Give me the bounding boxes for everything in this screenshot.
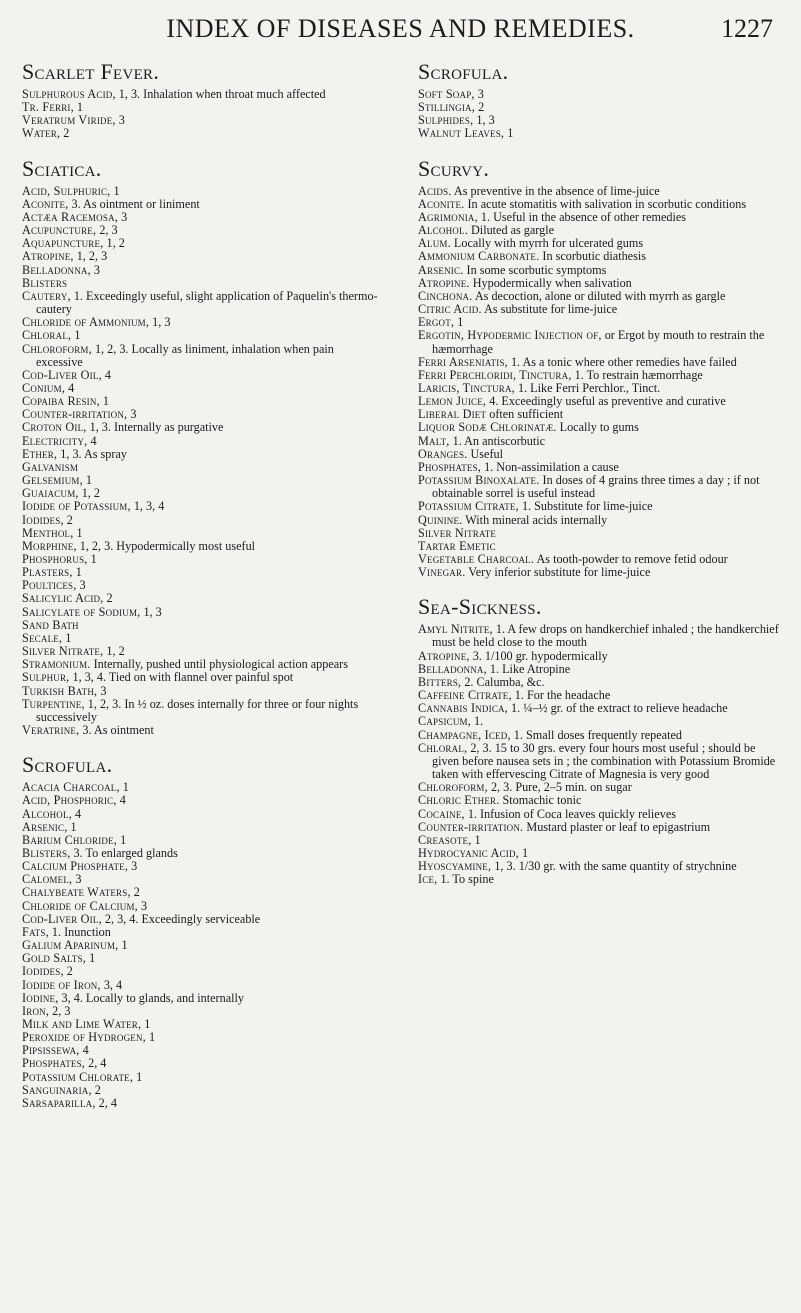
remedy-name: Cautery, bbox=[22, 288, 71, 303]
remedy-name: Morphine, bbox=[22, 538, 77, 553]
remedy-name: Vegetable Charcoal. bbox=[418, 552, 535, 566]
left-column bbox=[22, 60, 380, 1126]
remedy-note: Mustard plaster or leaf to epigastrium bbox=[523, 819, 711, 834]
remedy-name: Phosphorus, bbox=[22, 552, 88, 566]
remedy-name: Blisters bbox=[22, 275, 68, 290]
remedy-note: 1, 3. 1/30 gr. with the same quantity of strychnine bbox=[491, 859, 737, 874]
remedy-note: 4 bbox=[79, 1043, 89, 1058]
remedy-name: Arsenic, bbox=[22, 819, 68, 834]
remedy-note: 2 bbox=[63, 512, 73, 527]
remedy-note: 1 bbox=[117, 832, 127, 847]
remedy-name: Belladonna, bbox=[418, 661, 487, 676]
remedy-name: Acupuncture, bbox=[22, 223, 97, 238]
remedy-name: Chloral, bbox=[22, 328, 72, 343]
remedy-note: 1 bbox=[145, 1030, 156, 1045]
remedy-note: 2, 3. 15 to 30 grs. every four hours most useful ; should be given before nausea sets in ; the combination with Potassium Bromide taken with effervescing Citrate of Magnesia is very good bbox=[432, 740, 776, 782]
index-entry bbox=[418, 127, 782, 140]
remedy-note: 2, 3 bbox=[49, 1003, 71, 1018]
page-number: 1227 bbox=[721, 14, 773, 43]
remedy-name: Acid, Sulphuric, bbox=[22, 183, 111, 198]
remedy-name: Guaiacum, bbox=[22, 486, 79, 501]
remedy-name: Acacia Charcoal, bbox=[22, 780, 120, 795]
remedy-note: 3. As ointment bbox=[79, 723, 154, 738]
remedy-name: Hydrocyanic Acid, bbox=[418, 845, 519, 860]
remedy-name: Chloric Ether. bbox=[418, 793, 500, 808]
remedy-name: Stillingia, bbox=[418, 100, 476, 115]
remedy-name: Veratrum Viride, bbox=[22, 113, 116, 128]
remedy-name: Chloroform, bbox=[418, 780, 488, 795]
index-entry bbox=[22, 724, 380, 737]
index-entry bbox=[418, 873, 782, 886]
remedy-note: 1. Useful in the absence of other remedies bbox=[477, 209, 686, 224]
remedy-note: As tooth-powder to remove fetid odour bbox=[534, 552, 728, 566]
remedy-note: 4 bbox=[71, 806, 82, 821]
remedy-note: 1. Small doses frequently repeated bbox=[510, 727, 682, 742]
remedy-note: 2 bbox=[63, 964, 73, 979]
section-heading: Scrofula. bbox=[22, 752, 113, 778]
remedy-note: 1 bbox=[67, 819, 77, 834]
remedy-name: Chloride of Calcium, bbox=[22, 898, 138, 913]
remedy-note: Locally to gums bbox=[556, 420, 639, 435]
remedy-name: Gelsemium, bbox=[22, 473, 83, 488]
remedy-note: In acute stomatitis with salivation in scorbutic conditions bbox=[464, 196, 747, 211]
remedy-note: 2 bbox=[103, 591, 113, 606]
remedy-note: 1 bbox=[118, 938, 128, 953]
remedy-note: 3. 1/100 gr. hypodermically bbox=[469, 648, 608, 663]
remedy-note: 2 bbox=[475, 100, 485, 115]
remedy-name: Calcium Phosphate, bbox=[22, 859, 129, 874]
remedy-name: Capsicum, bbox=[418, 714, 471, 729]
remedy-name: Sand Bath bbox=[22, 617, 79, 632]
remedy-note: 1 bbox=[119, 780, 129, 795]
index-section bbox=[22, 753, 380, 1110]
remedy-note: 1, 2, 3. Hypodermically most useful bbox=[76, 538, 256, 553]
remedy-note: 1 bbox=[133, 1069, 143, 1084]
remedy-name: Atropine. bbox=[418, 275, 470, 290]
remedy-note: 3 bbox=[127, 407, 137, 422]
page-header bbox=[0, 14, 801, 54]
remedy-name: Peroxide of Hydrogen, bbox=[22, 1030, 146, 1045]
index-entry bbox=[22, 290, 380, 316]
remedy-note: 1. Substitute for lime-juice bbox=[518, 499, 653, 514]
remedy-note: 1. bbox=[471, 714, 484, 729]
remedy-name: Phosphates, bbox=[418, 459, 482, 474]
remedy-note: In scorbutic diathesis bbox=[539, 249, 646, 264]
remedy-name: Atropine, bbox=[418, 648, 470, 663]
index-entry bbox=[22, 264, 380, 277]
remedy-note: 4 bbox=[101, 367, 111, 382]
remedy-note: 2, 4 bbox=[95, 1095, 117, 1110]
remedy-note: Diluted as gargle bbox=[467, 223, 555, 238]
remedy-name: Vinegar. bbox=[418, 565, 466, 580]
remedy-name: Iodine, bbox=[22, 990, 59, 1005]
remedy-name: Agrimonia, bbox=[418, 209, 478, 224]
index-section bbox=[418, 60, 782, 141]
remedy-note: 1. Like Atropine bbox=[486, 661, 571, 676]
remedy-note: 1, 3. As spray bbox=[57, 446, 127, 461]
remedy-note: 3 bbox=[128, 859, 138, 874]
remedy-name: Arsenic. bbox=[418, 262, 464, 277]
remedy-name: Cinchona. bbox=[418, 288, 473, 303]
remedy-name: Salicylic Acid, bbox=[22, 591, 104, 606]
remedy-note: Stomachic tonic bbox=[499, 793, 582, 808]
remedy-note: Hypodermically when salivation bbox=[469, 275, 632, 290]
remedy-note: 2 bbox=[91, 1082, 101, 1097]
remedy-name: Cod-Liver Oil, bbox=[22, 911, 102, 926]
remedy-note: 3 bbox=[137, 898, 148, 913]
remedy-note: 4 bbox=[65, 380, 75, 395]
remedy-note: 1. A few drops on handkerchief inhaled ; the handkerchief must be held close to the mouth bbox=[432, 622, 779, 650]
index-entry bbox=[418, 623, 782, 649]
remedy-name: Tartar Emetic bbox=[418, 538, 496, 553]
remedy-note: 1. ¼–½ gr. of the extract to relieve headache bbox=[507, 701, 728, 716]
remedy-note: 1. For the headache bbox=[511, 688, 611, 703]
remedy-name: Alum. bbox=[418, 236, 451, 251]
remedy-name: Silver Nitrate, bbox=[22, 644, 104, 659]
remedy-note: 1, 3, 4. Tied on with flannel over painful spot bbox=[69, 670, 294, 685]
remedy-note: 1, 2, 3 bbox=[73, 249, 108, 264]
remedy-note: 3 bbox=[90, 262, 101, 277]
remedy-note: 1. To restrain hæmorrhage bbox=[571, 367, 703, 382]
index-entry bbox=[22, 369, 380, 382]
remedy-name: Milk and Lime Water, bbox=[22, 1017, 142, 1031]
remedy-name: Croton Oil, bbox=[22, 420, 87, 435]
index-entry bbox=[22, 114, 380, 127]
index-entry bbox=[418, 742, 782, 781]
remedy-name: Ergotin, Hypodermic Injection of, bbox=[418, 328, 602, 343]
remedy-name: Chloride of Ammonium, bbox=[22, 315, 150, 330]
remedy-note: 1 bbox=[110, 183, 120, 198]
remedy-note: 2, 3, 4. Exceedingly serviceable bbox=[101, 911, 261, 926]
remedy-note: 1. Like Ferri Perchlor., Tinct. bbox=[514, 380, 661, 395]
remedy-name: Menthol, bbox=[22, 525, 74, 540]
remedy-name: Copaiba Resin, bbox=[22, 394, 100, 409]
section-heading: Scurvy. bbox=[418, 155, 490, 181]
remedy-note: 1 bbox=[72, 565, 82, 580]
remedy-note: 3 bbox=[72, 872, 82, 887]
remedy-name: Counter-irritation, bbox=[22, 407, 128, 422]
remedy-name: Galium Aparinum, bbox=[22, 938, 119, 953]
remedy-name: Potassium Chlorate, bbox=[22, 1069, 134, 1084]
remedy-name: Atropine, bbox=[22, 249, 74, 264]
remedy-note: Useful bbox=[467, 446, 503, 461]
remedy-name: Sulphur, bbox=[22, 670, 70, 685]
remedy-name: Chloroform, bbox=[22, 341, 92, 356]
remedy-note: often sufficient bbox=[486, 407, 564, 422]
remedy-note: 1 bbox=[471, 832, 481, 847]
remedy-note: 1, 3, 4 bbox=[130, 499, 165, 514]
remedy-note: 1 bbox=[99, 394, 109, 409]
remedy-note: 1. To spine bbox=[437, 872, 494, 887]
remedy-name: Potassium Binoxalate. bbox=[418, 473, 540, 488]
index-section bbox=[22, 60, 380, 141]
index-entry bbox=[22, 500, 380, 513]
remedy-name: Alcohol, bbox=[22, 806, 72, 821]
remedy-name: Sulphurous Acid, bbox=[22, 87, 116, 101]
remedy-name: Conium, bbox=[22, 380, 66, 395]
remedy-note: 1, 2, 3. Locally as liniment, inhalation when pain excessive bbox=[36, 341, 334, 369]
remedy-name: Acid, Phosphoric, bbox=[22, 793, 117, 808]
remedy-note: As substitute for lime-juice bbox=[481, 302, 618, 317]
remedy-name: Tr. Ferri, bbox=[22, 100, 74, 115]
remedy-name: Ergot, bbox=[418, 315, 455, 330]
remedy-note: 1, 3 bbox=[149, 315, 171, 330]
running-head: INDEX OF DISEASES AND REMEDIES. bbox=[166, 14, 635, 43]
index-entry bbox=[418, 329, 782, 355]
remedy-note: In doses of 4 grains three times a day ; if not obtainable sorrel is useful instead bbox=[432, 473, 760, 501]
remedy-name: Poultices, bbox=[22, 578, 77, 593]
remedy-note: 1. An antiscorbutic bbox=[449, 433, 546, 448]
remedy-note: As preventive in the absence of lime-juice bbox=[451, 183, 660, 198]
remedy-note: 2, 4 bbox=[85, 1056, 107, 1071]
remedy-note: As decoction, alone or diluted with myrrh as gargle bbox=[472, 288, 726, 303]
right-column bbox=[418, 60, 782, 902]
remedy-name: Quinine. bbox=[418, 512, 463, 527]
remedy-name: Stramonium. bbox=[22, 657, 91, 672]
remedy-note: 1. As a tonic where other remedies have failed bbox=[507, 354, 737, 369]
remedy-note: Internally, pushed until physiological action appears bbox=[90, 657, 348, 672]
index-entry bbox=[22, 952, 380, 965]
remedy-name: Actæa Racemosa, bbox=[22, 209, 119, 224]
remedy-note: 1 bbox=[518, 845, 529, 860]
remedy-name: Malt, bbox=[418, 433, 450, 448]
remedy-note: 1, 2 bbox=[78, 486, 100, 501]
remedy-name: Aconite. bbox=[418, 196, 465, 211]
remedy-name: Potassium Citrate, bbox=[418, 499, 519, 514]
section-heading: Sea-Sickness. bbox=[418, 594, 542, 620]
remedy-name: Iodides, bbox=[22, 512, 64, 527]
remedy-note: 2, 3 bbox=[96, 223, 118, 238]
remedy-note: Very inferior substitute for lime-juice bbox=[465, 565, 651, 580]
index-entry bbox=[22, 343, 380, 369]
remedy-name: Alcohol. bbox=[418, 223, 468, 238]
remedy-name: Gold Salts, bbox=[22, 951, 87, 966]
remedy-name: Oranges. bbox=[418, 446, 468, 461]
remedy-name: Barium Chloride, bbox=[22, 832, 118, 847]
remedy-name: Liquor Sodæ Chlorinatæ. bbox=[418, 420, 557, 435]
remedy-name: Pipsissewa, bbox=[22, 1043, 80, 1058]
remedy-note: 1, 3. Inhalation when throat much affected bbox=[115, 87, 326, 101]
remedy-name: Walnut Leaves, bbox=[418, 126, 505, 141]
remedy-note: 3. To enlarged glands bbox=[70, 845, 178, 860]
remedy-name: Iron, bbox=[22, 1003, 50, 1018]
index-section bbox=[418, 157, 782, 580]
remedy-name: Ammonium Carbonate. bbox=[418, 249, 540, 264]
index-entry bbox=[418, 566, 782, 579]
remedy-note: 1 bbox=[62, 630, 72, 645]
remedy-name: Calomel, bbox=[22, 872, 73, 887]
remedy-note: 1, 2, 3. In ½ oz. doses internally for three or four nights successively bbox=[36, 696, 359, 724]
remedy-note: 1 bbox=[454, 315, 464, 330]
remedy-name: Iodide of Potassium, bbox=[22, 499, 131, 514]
index-entry bbox=[22, 127, 380, 140]
remedy-note: 1. Inunction bbox=[48, 924, 111, 939]
remedy-name: Chalybeate Waters, bbox=[22, 885, 131, 900]
remedy-note: 1, 2 bbox=[103, 644, 125, 659]
remedy-note: 1. Infusion of Coca leaves quickly relieves bbox=[464, 806, 676, 821]
remedy-name: Fats, bbox=[22, 924, 49, 939]
remedy-name: Cocaine, bbox=[418, 806, 465, 821]
remedy-name: Sanguinaria, bbox=[22, 1082, 92, 1097]
remedy-note: 1. Non-assimilation a cause bbox=[481, 459, 619, 474]
remedy-name: Blisters, bbox=[22, 845, 71, 860]
remedy-note: Locally with myrrh for ulcerated gums bbox=[450, 236, 644, 251]
remedy-note: 2 bbox=[130, 885, 140, 900]
remedy-note: 1, 2 bbox=[103, 236, 125, 251]
remedy-name: Iodides, bbox=[22, 964, 64, 979]
remedy-note: With mineral acids internally bbox=[462, 512, 608, 527]
remedy-name: Veratrine, bbox=[22, 723, 80, 738]
remedy-note: 2, 3. Pure, 2–5 min. on sugar bbox=[487, 780, 632, 795]
remedy-name: Liberal Diet bbox=[418, 407, 487, 422]
remedy-name: Citric Acid. bbox=[418, 302, 482, 317]
remedy-note: 3 bbox=[76, 578, 86, 593]
remedy-name: Acids. bbox=[418, 183, 452, 198]
remedy-note: 1, 3. Internally as purgative bbox=[86, 420, 224, 435]
remedy-note: 4 bbox=[87, 433, 97, 448]
remedy-note: 1, 3 bbox=[473, 113, 495, 128]
remedy-name: Soft Soap, bbox=[418, 87, 475, 101]
remedy-note: 3 bbox=[118, 209, 128, 224]
remedy-note: 1 bbox=[141, 1017, 151, 1031]
remedy-name: Ether, bbox=[22, 446, 58, 461]
index-section bbox=[418, 595, 782, 886]
remedy-name: Plasters, bbox=[22, 565, 73, 580]
remedy-note: 3, 4 bbox=[100, 977, 123, 992]
index-entry bbox=[418, 303, 782, 316]
remedy-name: Galvanism bbox=[22, 459, 79, 474]
section-heading: Scrofula. bbox=[418, 59, 509, 84]
remedy-note: 1. Exceedingly useful, slight application of Paquelin's thermo-cautery bbox=[36, 288, 378, 317]
remedy-name: Salicylate of Sodium, bbox=[22, 604, 141, 619]
remedy-name: Iodide of Iron, bbox=[22, 977, 101, 992]
remedy-name: Counter-irritation. bbox=[418, 819, 524, 834]
remedy-note: 3, 4. Locally to glands, and internally bbox=[58, 990, 244, 1005]
remedy-name: Bitters, bbox=[418, 674, 462, 689]
remedy-note: 1 bbox=[504, 126, 514, 141]
remedy-name: Hyoscyamine, bbox=[418, 859, 492, 874]
section-heading: Scarlet Fever. bbox=[22, 59, 160, 84]
remedy-note: 1 bbox=[82, 473, 92, 488]
remedy-note: 1 bbox=[87, 552, 97, 566]
remedy-name: Ferri Perchloridi, Tinctura, bbox=[418, 367, 572, 382]
remedy-note: or Ergot by mouth to restrain the hæmorrhage bbox=[432, 328, 765, 356]
remedy-name: Creasote, bbox=[418, 832, 472, 847]
remedy-note: 4 bbox=[116, 793, 126, 808]
remedy-name: Sulphides, bbox=[418, 113, 474, 128]
index-section bbox=[22, 157, 380, 738]
remedy-note: 2 bbox=[60, 126, 70, 141]
remedy-note: 1, 3 bbox=[140, 604, 162, 619]
index-entry bbox=[22, 992, 380, 1005]
remedy-name: Belladonna, bbox=[22, 262, 91, 277]
remedy-name: Secale, bbox=[22, 630, 63, 645]
remedy-name: Water, bbox=[22, 126, 61, 141]
remedy-note: 1 bbox=[73, 100, 84, 115]
remedy-note: In some scorbutic symptoms bbox=[463, 262, 607, 277]
remedy-name: Ferri Arseniatis, bbox=[418, 354, 508, 369]
remedy-name: Caffeine Citrate, bbox=[418, 688, 512, 703]
section-heading: Sciatica. bbox=[22, 155, 102, 181]
remedy-name: Chloral, bbox=[418, 740, 468, 755]
remedy-name: Phosphates, bbox=[22, 1056, 86, 1071]
remedy-note: 3 bbox=[97, 683, 107, 698]
remedy-note: 3 bbox=[115, 113, 125, 128]
remedy-note: 1 bbox=[73, 525, 83, 540]
remedy-name: Turpentine, bbox=[22, 696, 85, 711]
remedy-name: Laricis, Tinctura, bbox=[418, 380, 515, 395]
index-entry bbox=[22, 698, 380, 724]
remedy-name: Amyl Nitrite, bbox=[418, 622, 493, 637]
remedy-name: Turkish Bath, bbox=[22, 683, 98, 698]
remedy-name: Champagne, Iced, bbox=[418, 727, 511, 742]
remedy-note: 1 bbox=[71, 328, 81, 343]
remedy-name: Cannabis Indica, bbox=[418, 701, 508, 716]
remedy-note: 2. Calumba, &c. bbox=[461, 674, 545, 689]
index-entry bbox=[418, 474, 782, 500]
index-entry bbox=[22, 1097, 380, 1110]
remedy-name: Cod-Liver Oil, bbox=[22, 367, 102, 382]
remedy-note: 3. As ointment or liniment bbox=[68, 196, 200, 211]
remedy-note: 3 bbox=[474, 87, 484, 101]
remedy-name: Electricity, bbox=[22, 433, 88, 448]
remedy-name: Ice, bbox=[418, 872, 438, 887]
remedy-note: 4. Exceedingly useful as preventive and curative bbox=[486, 394, 726, 409]
remedy-name: Sarsaparilla, bbox=[22, 1095, 96, 1110]
index-entry bbox=[22, 619, 380, 632]
remedy-note: 1 bbox=[86, 951, 96, 966]
remedy-name: Aconite, bbox=[22, 196, 69, 211]
remedy-name: Lemon Juice, bbox=[418, 394, 487, 409]
remedy-name: Aquapuncture, bbox=[22, 236, 104, 251]
remedy-name: Silver Nitrate bbox=[418, 525, 497, 540]
